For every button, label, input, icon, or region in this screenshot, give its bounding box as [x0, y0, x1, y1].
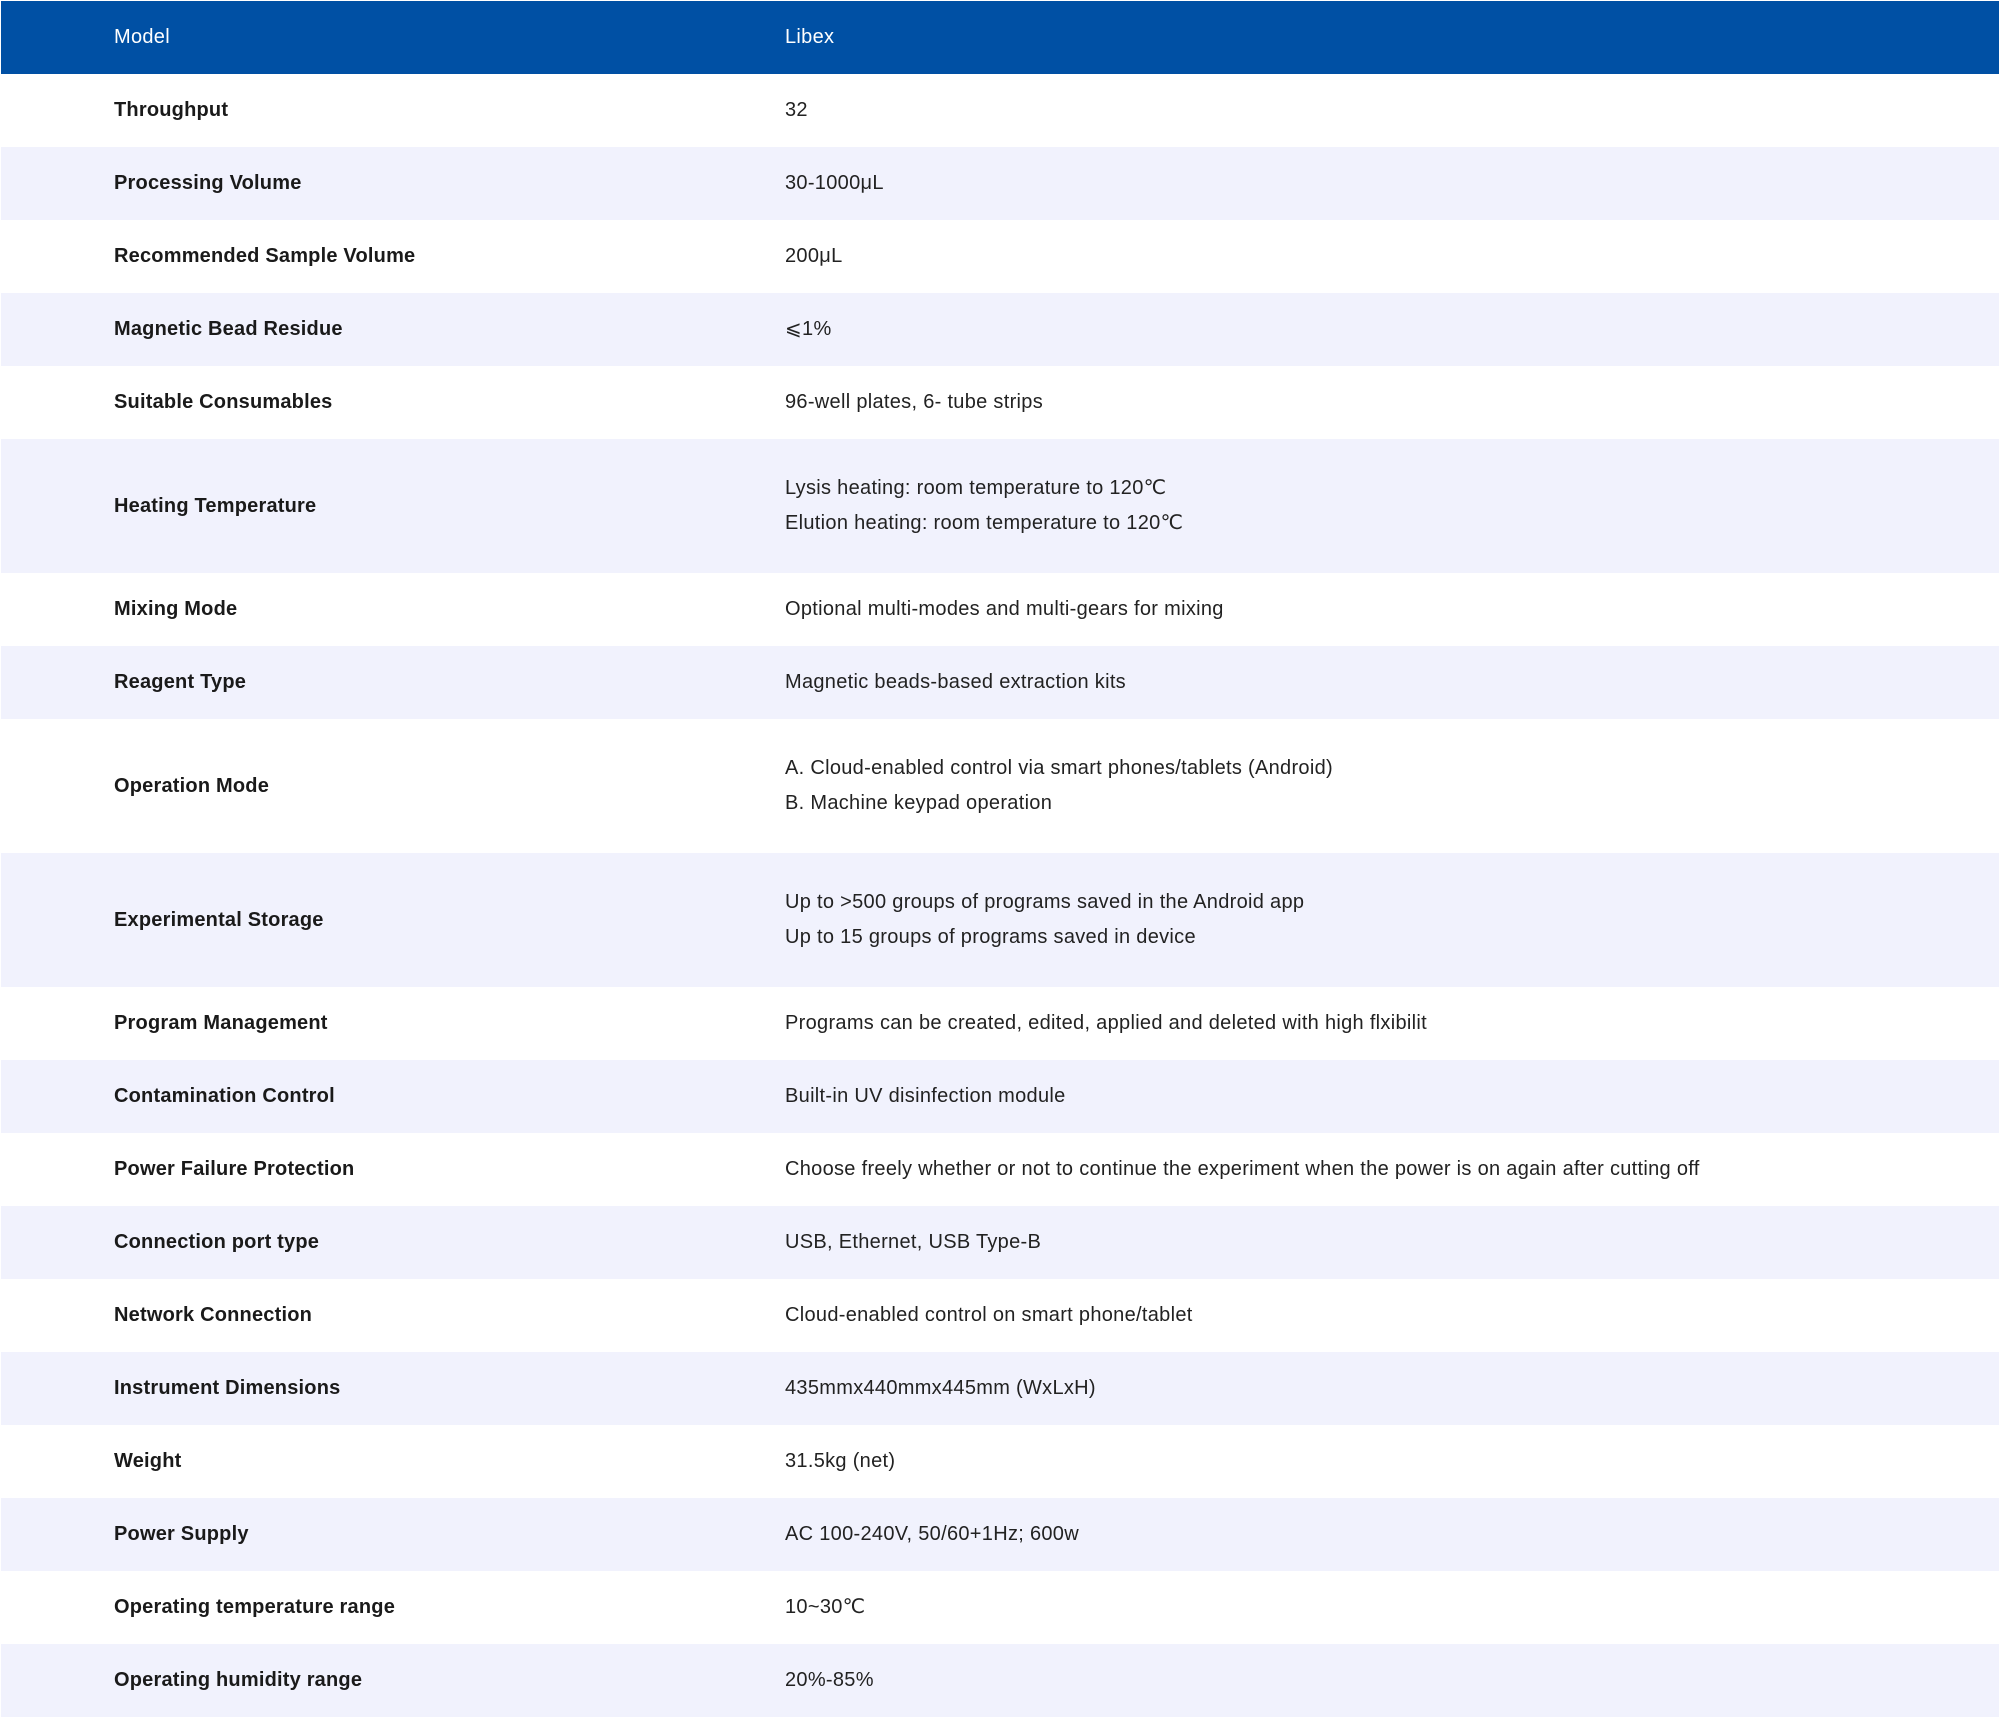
spec-label: Operating temperature range: [114, 1596, 396, 1618]
spec-value: [670, 1571, 1999, 1644]
spec-value: [670, 74, 1999, 147]
spec-value: [670, 293, 1999, 366]
table-row: [1, 853, 1999, 987]
spec-value: [670, 366, 1999, 439]
table-row: [1, 719, 1999, 853]
spec-label: Throughput: [114, 99, 229, 121]
spec-table: [1, 1, 1999, 1717]
spec-value-line: B. Machine keypad operation: [785, 792, 1053, 814]
spec-label: Connection port type: [114, 1231, 320, 1253]
spec-label: Operating humidity range: [114, 1669, 363, 1691]
spec-value-line: Lysis heating: room temperature to 120℃: [785, 477, 1167, 499]
header-row: [1, 1, 1999, 74]
spec-label: Heating Temperature: [114, 494, 317, 517]
table-row: [1, 646, 1999, 719]
spec-value-line: Programs can be created, edited, applied and deleted with high flxibilit: [785, 1012, 1427, 1034]
spec-value-line: 10~30℃: [785, 1596, 866, 1618]
table-row: [1, 147, 1999, 220]
spec-value-line: Choose freely whether or not to continue the experiment when the power is on again after cutting off: [785, 1158, 1700, 1180]
table-row: [1, 293, 1999, 366]
table-row: [1, 74, 1999, 147]
spec-value-line: Up to >500 groups of programs saved in the Android app: [785, 891, 1305, 913]
table-row: [1, 573, 1999, 646]
spec-label: Operation Mode: [114, 774, 270, 797]
spec-value-line: 96-well plates, 6- tube strips: [785, 391, 1044, 413]
spec-value: [670, 573, 1999, 646]
spec-value: [670, 1206, 1999, 1279]
spec-value: [670, 439, 1999, 573]
spec-value-line: A. Cloud-enabled control via smart phones/tablets (Android): [785, 757, 1333, 779]
spec-label: Reagent Type: [114, 671, 247, 693]
spec-value-line: Magnetic beads-based extraction kits: [785, 671, 1126, 693]
spec-value: [670, 646, 1999, 719]
spec-label: Processing Volume: [114, 172, 302, 194]
table-body: [1, 74, 1999, 1717]
table-row: [1, 1352, 1999, 1425]
spec-value-line: Built-in UV disinfection module: [785, 1085, 1066, 1107]
spec-label: Program Management: [114, 1012, 328, 1034]
spec-value: [670, 1279, 1999, 1352]
spec-value-line: 31.5kg (net): [785, 1450, 896, 1472]
spec-value-line: Elution heating: room temperature to 120℃: [785, 512, 1184, 534]
spec-value-line: USB, Ethernet, USB Type-B: [785, 1231, 1042, 1253]
spec-value-line: Cloud-enabled control on smart phone/tablet: [785, 1304, 1193, 1326]
spec-label: Power Supply: [114, 1523, 249, 1545]
spec-value: [670, 1060, 1999, 1133]
spec-value: [670, 220, 1999, 293]
spec-value-line: 20%-85%: [785, 1669, 874, 1691]
spec-value-line: 200μL: [785, 245, 843, 267]
table-row: [1, 1644, 1999, 1717]
spec-value: [670, 147, 1999, 220]
spec-label: Weight: [114, 1450, 182, 1472]
spec-label: Recommended Sample Volume: [114, 245, 416, 267]
spec-label: Experimental Storage: [114, 908, 324, 931]
spec-label: Magnetic Bead Residue: [114, 318, 343, 340]
table-row: [1, 366, 1999, 439]
spec-value-line: 32: [785, 99, 808, 121]
header-model-label: Model: [114, 26, 170, 48]
spec-value: [670, 1133, 1999, 1206]
table-row: [1, 1571, 1999, 1644]
spec-value: [670, 853, 1999, 987]
table-row: [1, 1279, 1999, 1352]
table-row: [1, 1060, 1999, 1133]
table-row: [1, 1425, 1999, 1498]
spec-label: Network Connection: [114, 1304, 313, 1326]
table-row: [1, 1498, 1999, 1571]
header-model-value: Libex: [785, 26, 835, 48]
spec-label: Mixing Mode: [114, 598, 238, 620]
spec-value: [670, 1352, 1999, 1425]
spec-label: Power Failure Protection: [114, 1158, 355, 1180]
spec-value-line: ⩽1%: [785, 318, 832, 340]
spec-value: [670, 719, 1999, 853]
spec-label: Contamination Control: [114, 1085, 335, 1107]
spec-label: Instrument Dimensions: [114, 1377, 341, 1399]
spec-value: [670, 1498, 1999, 1571]
spec-value: [670, 1425, 1999, 1498]
table-row: [1, 220, 1999, 293]
spec-value-line: Optional multi-modes and multi-gears for mixing: [785, 598, 1224, 620]
spec-value: [670, 1644, 1999, 1717]
spec-value-line: Up to 15 groups of programs saved in device: [785, 926, 1196, 948]
spec-value: [670, 987, 1999, 1060]
spec-value-line: 435mmx440mmx445mm (WxLxH): [785, 1377, 1096, 1399]
table-row: [1, 1133, 1999, 1206]
table-row: [1, 439, 1999, 573]
spec-value-line: 30-1000μL: [785, 172, 884, 194]
table-row: [1, 987, 1999, 1060]
spec-value-line: AC 100-240V, 50/60+1Hz; 600w: [785, 1523, 1079, 1545]
table-header: [1, 1, 1999, 74]
spec-label: Suitable Consumables: [114, 391, 333, 413]
table-row: [1, 1206, 1999, 1279]
